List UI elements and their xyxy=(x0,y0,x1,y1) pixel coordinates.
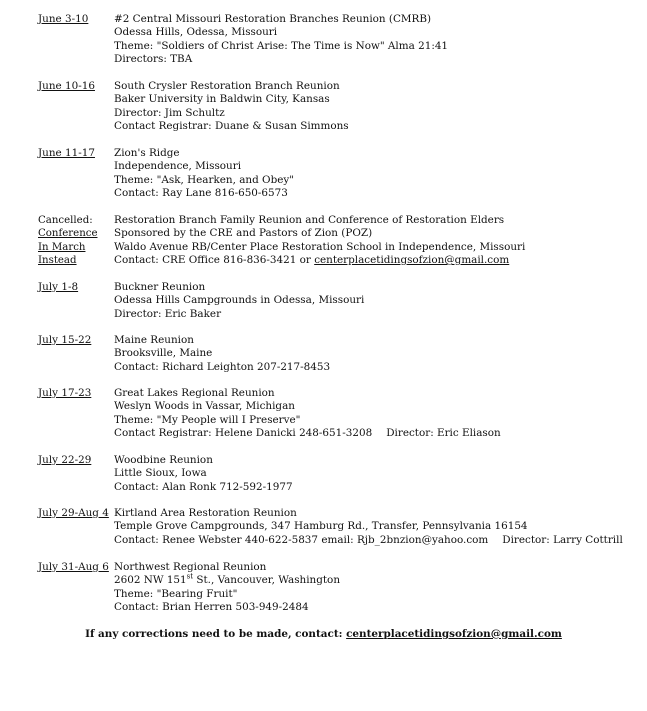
entry-title: Buckner Reunion xyxy=(114,281,206,293)
entry-theme: Theme: "Soldiers of Christ Arise: The Time is Now" Alma 21:41 xyxy=(114,39,449,52)
director-text: Director: Eric Eliason xyxy=(386,427,501,440)
entry-location: Odessa Hills Campgrounds in Odessa, Missouri xyxy=(114,294,365,307)
footer-text: If any corrections need to be made, contact: xyxy=(85,628,347,640)
email-link[interactable]: centerplacetidingsofzion@gmail.com xyxy=(314,254,510,267)
entry-date: July 22-29 xyxy=(38,454,92,466)
entry-location: Odessa Hills, Odessa, Missouri xyxy=(114,26,278,39)
entry-contact xyxy=(114,427,634,440)
entry-title: Kirtland Area Restoration Reunion xyxy=(114,507,297,519)
entry-date: July 29-Aug 4 xyxy=(38,507,109,519)
address-text: 2602 NW 151 xyxy=(114,574,187,587)
entry-contact: Contact: Richard Leighton 207-217-8453 xyxy=(114,360,331,373)
contact-text: Contact: Renee Webster 440-622-5837 email: Rjb_2bnzion@yahoo.com xyxy=(114,533,489,546)
director-text: Director: Larry Cottrill xyxy=(502,533,623,546)
entry-date: July 31-Aug 6 xyxy=(38,561,109,573)
entry-details xyxy=(114,13,634,67)
entry-director: Director: Eric Baker xyxy=(114,307,222,320)
entry-details xyxy=(114,147,634,201)
entry-date: July 15-22 xyxy=(38,334,92,346)
entry-theme: Theme: "My People will I Preserve" xyxy=(114,413,301,426)
entry-title: Restoration Branch Family Reunion and Conference of Restoration Elders xyxy=(114,214,505,226)
entry-details xyxy=(114,561,634,615)
entry-details xyxy=(114,281,634,321)
entry-contact: Contact: Ray Lane 816-650-6573 xyxy=(114,187,288,200)
cancelled-label: Cancelled: xyxy=(38,215,93,226)
entry-date: June 11-17 xyxy=(38,147,95,159)
entry-date: July 17-23 xyxy=(38,387,92,399)
entry-location: Temple Grove Campgrounds, 347 Hamburg Rd., Transfer, Pennsylvania 16154 xyxy=(114,520,528,533)
entry-date: July 1-8 xyxy=(38,281,79,293)
contact-text: Contact: CRE Office 816-836-3421 or xyxy=(114,254,315,267)
entry-directors: Directors: TBA xyxy=(114,53,193,66)
entry-title: Zion's Ridge xyxy=(114,147,180,159)
entry-details xyxy=(114,507,634,547)
entry-details xyxy=(114,454,634,494)
entry-location: Baker University in Baldwin City, Kansas xyxy=(114,93,330,106)
entry-date-cancelled xyxy=(38,214,112,268)
entry-contact xyxy=(114,254,634,267)
cancelled-note: In March xyxy=(38,241,86,253)
entry-details xyxy=(114,334,634,374)
entry-date: June 3-10 xyxy=(38,13,89,25)
entry-contact xyxy=(114,534,634,547)
entry-title: Northwest Regional Reunion xyxy=(114,561,267,573)
entry-sponsor: Sponsored by the CRE and Pastors of Zion (POZ) xyxy=(114,227,373,240)
entry-director: Director: Jim Schultz xyxy=(114,106,225,119)
entry-details xyxy=(114,387,634,441)
cancelled-note: Conference xyxy=(38,228,98,240)
entry-details xyxy=(114,214,634,268)
address-text: St., Vancouver, Washington xyxy=(193,574,341,587)
entry-location: Waldo Avenue RB/Center Place Restoration School in Independence, Missouri xyxy=(114,240,526,253)
contact-text: Contact Registrar: Helene Danicki 248-651-3208 xyxy=(114,427,373,440)
entry-title: South Crysler Restoration Branch Reunion xyxy=(114,80,340,92)
entry-location: Brooksville, Maine xyxy=(114,347,213,360)
cancelled-note: Instead xyxy=(38,255,77,267)
entry-contact: Contact Registrar: Duane & Susan Simmons xyxy=(114,120,349,133)
entry-contact: Contact: Alan Ronk 712-592-1977 xyxy=(114,480,293,493)
entry-title: Great Lakes Regional Reunion xyxy=(114,387,275,399)
entry-location: Weslyn Woods in Vassar, Michigan xyxy=(114,400,295,413)
entry-title: Maine Reunion xyxy=(114,334,194,346)
entry-location: Independence, Missouri xyxy=(114,160,242,173)
footer-email-link[interactable]: centerplacetidingsofzion@gmail.com xyxy=(346,628,562,640)
entry-location: Little Sioux, Iowa xyxy=(114,467,207,480)
entry-title: Woodbine Reunion xyxy=(114,454,213,466)
entry-date: June 10-16 xyxy=(38,80,95,92)
ordinal-suffix: st xyxy=(186,572,194,581)
entry-location xyxy=(114,574,634,587)
entry-theme: Theme: "Bearing Fruit" xyxy=(114,587,238,600)
entry-contact: Contact: Brian Herren 503-949-2484 xyxy=(114,601,309,614)
entry-details xyxy=(114,80,634,134)
corrections-footer xyxy=(0,628,647,640)
entry-title: #2 Central Missouri Restoration Branches Reunion (CMRB) xyxy=(114,13,432,25)
entry-theme: Theme: "Ask, Hearken, and Obey" xyxy=(114,173,295,186)
